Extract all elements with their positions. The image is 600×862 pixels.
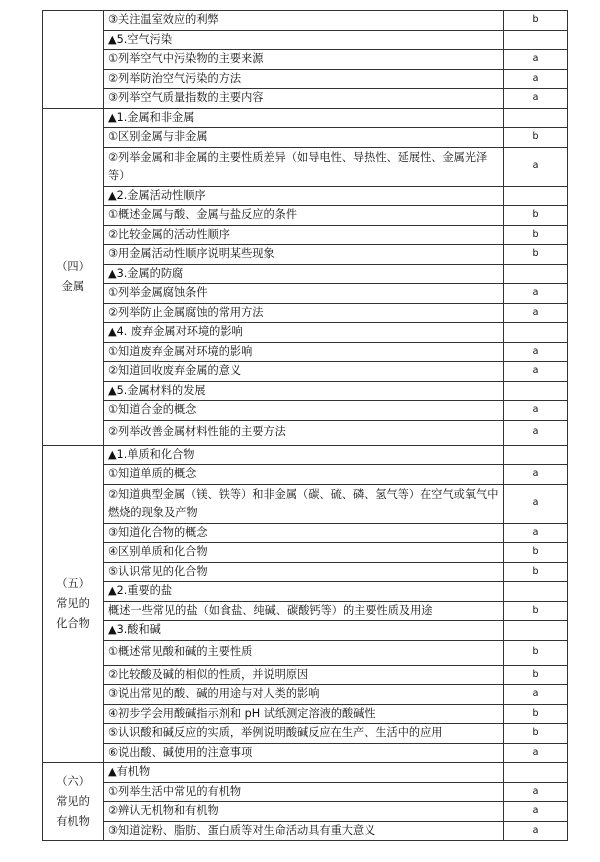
table-row (43, 108, 568, 128)
item-text: ①知道合金的概念 (104, 401, 504, 421)
item-text: ①列举金属腐蚀条件 (104, 284, 504, 304)
standards-table-page (42, 10, 567, 841)
table-row (43, 30, 568, 50)
subsection-heading: ▲2.重要的盐 (104, 582, 504, 602)
table-row (43, 401, 568, 421)
item-level: a (504, 147, 568, 186)
item-text: ③知道淀粉、脂肪、蛋白质等对生命活动具有重大意义 (104, 821, 504, 841)
item-level (504, 264, 568, 284)
category-cell-continued (43, 11, 104, 109)
category-metal (43, 108, 104, 445)
item-text: ②列举金属和非金属的主要性质差异（如导电性、导热性、延展性、金属光泽等） (104, 147, 504, 186)
item-text: ②列举改善金属材料性能的主要方法 (104, 420, 504, 445)
item-level (504, 381, 568, 401)
category-number: （四） (56, 259, 90, 273)
table-row (43, 484, 568, 523)
item-level: b (504, 640, 568, 665)
item-text: ②知道典型金属（镁、铁等）和非金属（碳、硫、磷、氢气等）在空气或氧气中燃烧的现象及产物 (104, 484, 504, 523)
item-level: a (504, 401, 568, 421)
item-text: ②列举防治空气污染的方法 (104, 69, 504, 89)
item-level: b (504, 665, 568, 685)
item-text: ③用金属活动性顺序说明某些现象 (104, 245, 504, 265)
table-row (43, 445, 568, 465)
subsection-heading: ▲5.金属材料的发展 (104, 381, 504, 401)
item-level (504, 445, 568, 465)
subsection-heading: ▲1.单质和化合物 (104, 445, 504, 465)
table-row (43, 128, 568, 148)
table-row (43, 743, 568, 763)
table-row (43, 420, 568, 445)
subsection-heading: ▲1.金属和非金属 (104, 108, 504, 128)
table-row (43, 342, 568, 362)
table-row (43, 323, 568, 343)
item-text: ②辨认无机物和有机物 (104, 802, 504, 822)
table-row (43, 225, 568, 245)
subsection-heading: ▲5.空气污染 (104, 30, 504, 50)
item-level (504, 30, 568, 50)
item-text: ②比较酸及碱的相似的性质，并说明原因 (104, 665, 504, 685)
item-text: ③知道化合物的概念 (104, 523, 504, 543)
table-row (43, 381, 568, 401)
item-level: b (504, 543, 568, 563)
subsection-heading: ▲3.酸和碱 (104, 621, 504, 641)
item-level: b (504, 704, 568, 724)
table-row (43, 543, 568, 563)
category-number: （五） (56, 576, 90, 590)
item-level (504, 763, 568, 783)
item-text: ⑤认识酸和碱反应的实质，举例说明酸碱反应在生产、生活中的应用 (104, 724, 504, 744)
subsection-heading: ▲3.金属的防腐 (104, 264, 504, 284)
subsection-heading: ▲有机物 (104, 763, 504, 783)
table-row (43, 724, 568, 744)
table-row (43, 763, 568, 783)
item-level: b (504, 206, 568, 226)
table-row (43, 362, 568, 382)
item-level: a (504, 821, 568, 841)
item-text: ②比较金属的活动性顺序 (104, 225, 504, 245)
table-row (43, 582, 568, 602)
item-text: ③列举空气质量指数的主要内容 (104, 89, 504, 109)
table-row (43, 782, 568, 802)
category-organic (43, 763, 104, 841)
item-text: ⑥说出酸、碱使用的注意事项 (104, 743, 504, 763)
table-row (43, 640, 568, 665)
item-text: ④区别单质和化合物 (104, 543, 504, 563)
item-level: a (504, 782, 568, 802)
item-level: a (504, 342, 568, 362)
item-text: ②列举防止金属腐蚀的常用方法 (104, 303, 504, 323)
item-level (504, 108, 568, 128)
table-row (43, 147, 568, 186)
table-row (43, 50, 568, 70)
item-level: b (504, 562, 568, 582)
table-row (43, 562, 568, 582)
subsection-heading: ▲4. 废弃金属对环境的影响 (104, 323, 504, 343)
category-name-line1: 常见的 (56, 596, 90, 610)
table-row (43, 11, 568, 31)
table-row (43, 621, 568, 641)
item-level (504, 582, 568, 602)
table-row (43, 704, 568, 724)
category-name: 金属 (61, 279, 85, 293)
table-row (43, 186, 568, 206)
table-row (43, 465, 568, 485)
table-row (43, 206, 568, 226)
item-level: a (504, 523, 568, 543)
table-row (43, 264, 568, 284)
table-row (43, 685, 568, 705)
item-text: ①知道单质的概念 (104, 465, 504, 485)
item-text: ①列举生活中常见的有机物 (104, 782, 504, 802)
curriculum-table (42, 10, 568, 841)
item-text: ①列举空气中污染物的主要来源 (104, 50, 504, 70)
item-level: a (504, 484, 568, 523)
subsection-heading: ▲2.金属活动性顺序 (104, 186, 504, 206)
table-row (43, 284, 568, 304)
item-level: b (504, 245, 568, 265)
item-text: ①概述常见酸和碱的主要性质 (104, 640, 504, 665)
item-level: a (504, 743, 568, 763)
item-text: ⑤认识常见的化合物 (104, 562, 504, 582)
table-row (43, 89, 568, 109)
item-level: a (504, 89, 568, 109)
item-level: a (504, 465, 568, 485)
table-row (43, 821, 568, 841)
item-level: a (504, 362, 568, 382)
table-row (43, 69, 568, 89)
item-level: a (504, 420, 568, 445)
table-row (43, 802, 568, 822)
item-text: ①知道废弃金属对环境的影响 (104, 342, 504, 362)
table-row (43, 523, 568, 543)
item-level: a (504, 69, 568, 89)
item-level: a (504, 284, 568, 304)
item-text: ③关注温室效应的利弊 (104, 11, 504, 31)
item-level: b (504, 128, 568, 148)
item-level (504, 621, 568, 641)
table-row (43, 303, 568, 323)
category-number: （六） (56, 774, 90, 788)
table-row (43, 601, 568, 621)
item-text: ④初步学会用酸碱指示剂和 pH 试纸测定溶液的酸碱性 (104, 704, 504, 724)
item-level (504, 323, 568, 343)
item-level: a (504, 303, 568, 323)
category-compounds (43, 445, 104, 763)
item-level: a (504, 685, 568, 705)
item-level (504, 186, 568, 206)
item-text: ①区别金属与非金属 (104, 128, 504, 148)
item-level: a (504, 802, 568, 822)
item-level: a (504, 50, 568, 70)
item-text: 概述一些常见的盐（如食盐、纯碱、碳酸钙等）的主要性质及用途 (104, 601, 504, 621)
item-text: ①概述金属与酸、金属与盐反应的条件 (104, 206, 504, 226)
item-text: ③说出常见的酸、碱的用途与对人类的影响 (104, 685, 504, 705)
table-row (43, 245, 568, 265)
item-text: ②知道回收废弃金属的意义 (104, 362, 504, 382)
item-level: b (504, 601, 568, 621)
item-level: b (504, 225, 568, 245)
category-name-line2: 有机物 (56, 814, 90, 828)
item-level: b (504, 724, 568, 744)
category-name-line1: 常见的 (56, 794, 90, 808)
category-name-line2: 化合物 (56, 616, 90, 630)
item-level: b (504, 11, 568, 31)
table-row (43, 665, 568, 685)
